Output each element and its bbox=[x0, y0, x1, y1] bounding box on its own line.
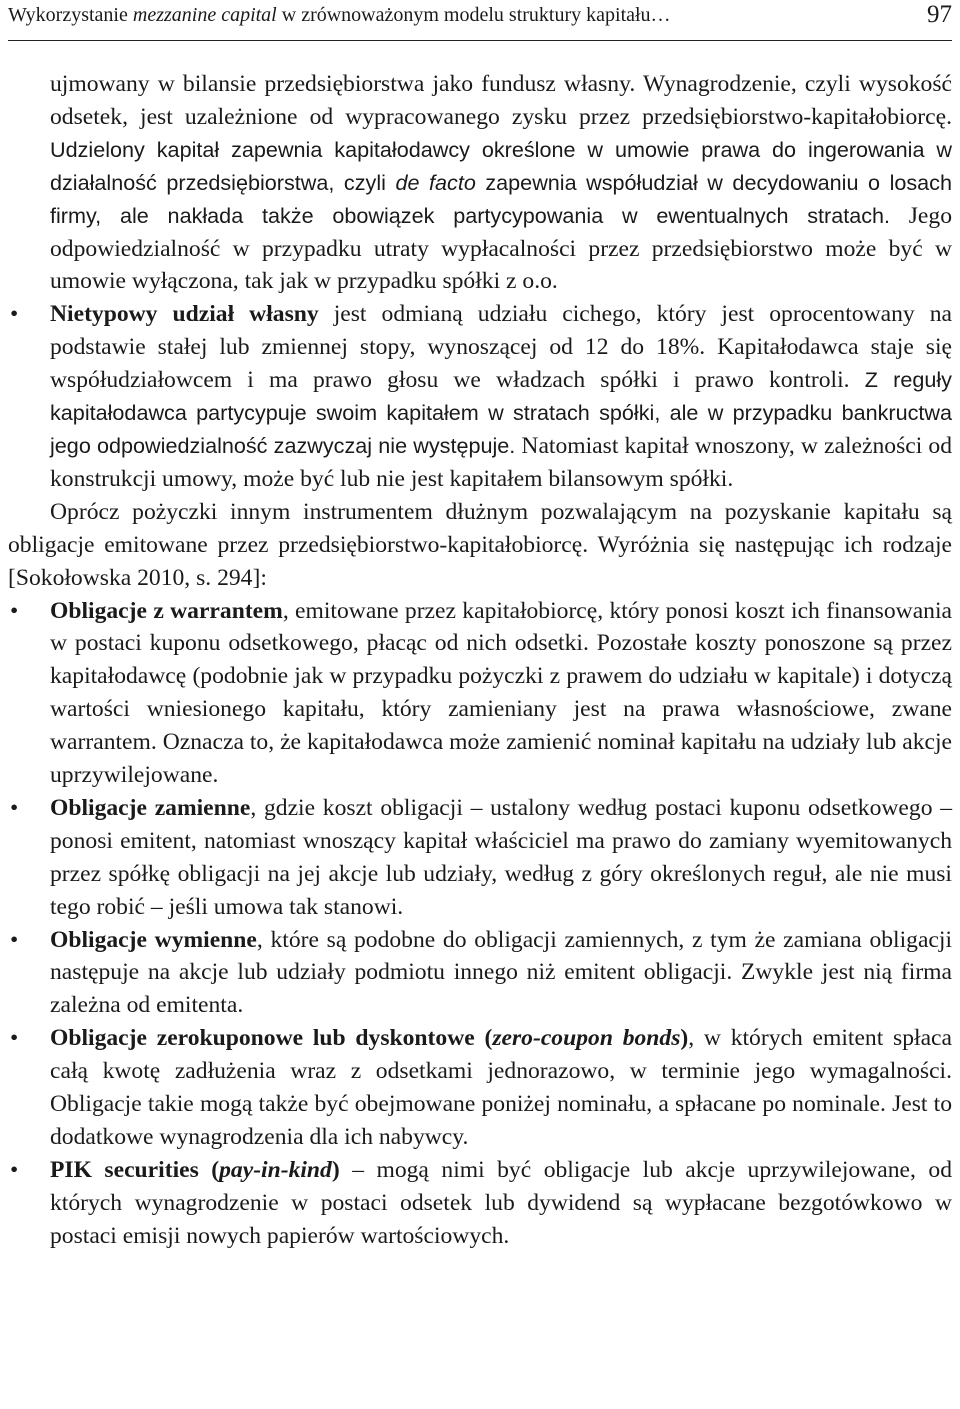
page-number: 97 bbox=[927, 1, 952, 28]
intro-italic-de-facto: de facto bbox=[395, 169, 476, 195]
list-item bbox=[8, 924, 952, 1023]
intro-text-4: zapewnia współudział w decydowaniu o losach firmy, ale nakłada także obowiązek partycypowania w ewentualnych stratach. bbox=[50, 169, 952, 228]
running-header bbox=[8, 0, 952, 41]
page-body bbox=[8, 68, 952, 1253]
bullet-icon: • bbox=[10, 1156, 19, 1183]
list-item bbox=[8, 792, 952, 924]
item-text-2: Z reguły kapitałodawca partycypuje swoim kapitałem w stratach spółki, ale w przypadku bankructwa jego odpowiedzialność zazwyczaj nie występuje. bbox=[50, 367, 952, 458]
header-title bbox=[8, 4, 671, 26]
item-text-1: jest odmianą udziału cichego, który jest oprocentowany na podstawie stałej lub zmiennej stopy, wynoszącej od 12 do 18%. Kapitałodawca staje się współudziałowcem i ma prawo głosu we władzach spółki i prawo kontroli. bbox=[50, 301, 952, 394]
term-bold-italic: zero-coupon bonds bbox=[492, 1025, 681, 1052]
intro-text-2: Udzielony kapitał zapewnia kapitałodawcy określone w umowie prawa do ingerowania w działalność przedsiębiorstwa, czyli bbox=[50, 136, 952, 195]
intro-paragraph bbox=[8, 68, 952, 298]
bond-types-list bbox=[8, 595, 952, 1253]
term-bold: Obligacje zamienne bbox=[50, 794, 251, 821]
header-title-post: w zrównoważonym modelu struktury kapitału… bbox=[276, 4, 671, 26]
bullet-icon: • bbox=[10, 1025, 19, 1052]
term-bold bbox=[50, 1157, 340, 1183]
paragraph-2: Oprócz pożyczki innym instrumentem dłużnym pozwalającym na pozyskanie kapitału są obligacje emitowane przez przedsiębiorstwo-kapitałobiorcę. Wyróżnia się następując ich rodzaje [Sokołowska 2010, s. 294]: bbox=[8, 498, 952, 591]
item-text: – mogą nimi być obligacje lub akcje uprzywilejowane, od których wynagrodzenie w postaci odsetek lub dywidend są wypłacane bezgotówkowo w postaci emisji nowych papierów wartościowych. bbox=[50, 1156, 952, 1249]
header-title-italic: mezzanine capital bbox=[132, 4, 277, 26]
item-text: , gdzie koszt obligacji – ustalony według postaci kuponu odsetkowego – ponosi emitent, natomiast wnoszący kapitał właściciel ma prawo do zamiany wyemitowanych przez spółkę obligacji na jej akcje lub udziały, według z góry określonych reguł, ale nie musi tego robić – jeśli umowa tak stanowi. bbox=[50, 794, 953, 920]
term-bold-post: ) bbox=[680, 1025, 689, 1052]
intro-text-1: ujmowany w bilansie przedsiębiorstwa jako fundusz własny. Wynagrodzenie, czyli wysokość odsetek, jest uzależnione od wypracowanego zysku przez przedsiębiorstwo-kapitałobiorcę. bbox=[50, 71, 952, 130]
list-item bbox=[8, 298, 952, 495]
bullet-icon: • bbox=[10, 794, 19, 821]
term-bold-pre: PIK securities ( bbox=[50, 1156, 220, 1183]
item-text: , które są podobne do obligacji zamiennych, z tym że zamiana obligacji następuje na akcje lub udziały podmiotu innego niż emitent obligacji. Zwykle jest nią firma zależna od emitenta. bbox=[50, 926, 953, 1019]
list-item bbox=[8, 595, 952, 792]
item-text: , w których emitent spłaca całą kwotę zadłużenia wraz z odsetkami jednorazowo, w terminie jego wymagalności. Obligacje takie mogą także być obejmowane poniżej nominału, a spłacane po nominale. Jest to dodatkowe wynagrodzenia dla ich nabywcy. bbox=[50, 1025, 952, 1150]
intro-text-5: Jego odpowiedzialność w przypadku utraty wypłacalności przez przedsiębiorstwo może być w umowie wyłączona, tak jak w przypadku spółki z o.o. bbox=[50, 202, 952, 295]
item-text-3: Natomiast kapitał wnoszony, w zależności od konstrukcji umowy, może być lub nie jest kapitałem bilansowym spółki. bbox=[50, 432, 952, 492]
bullet-list-1 bbox=[8, 298, 952, 495]
item-text: , emitowane przez kapitałobiorcę, który ponosi koszt ich finansowania w postaci kuponu odsetkowego, płacąc od nich odsetki. Pozostałe koszty ponoszone są przez kapitałodawcę (podobnie jak w przypadku pożyczki z prawem do udziału w kapitale) i dotyczą wartości wniesionego kapitału, który zamieniany jest na prawa własnościowe, zwane warrantem. Oznacza to, że kapitałodawca może zamienić nominał kapitału na udziały lub akcje uprzywilejowane. bbox=[50, 597, 952, 789]
term-bold: Nietypowy udział własny bbox=[50, 301, 319, 328]
header-title-pre: Wykorzystanie bbox=[8, 4, 133, 26]
term-bold-pre: Obligacje zerokuponowe lub dyskontowe ( bbox=[50, 1025, 493, 1052]
term-bold-italic: pay-in-kind bbox=[219, 1156, 332, 1183]
list-item bbox=[8, 1022, 952, 1154]
term-bold-post: ) bbox=[331, 1156, 340, 1183]
bullet-icon: • bbox=[10, 301, 19, 328]
term-bold: Obligacje z warrantem bbox=[50, 597, 283, 624]
list-item bbox=[8, 1154, 952, 1253]
bullet-icon: • bbox=[10, 926, 19, 953]
term-bold bbox=[50, 1025, 688, 1051]
term-bold: Obligacje wymienne bbox=[50, 926, 257, 953]
bullet-icon: • bbox=[10, 597, 19, 624]
